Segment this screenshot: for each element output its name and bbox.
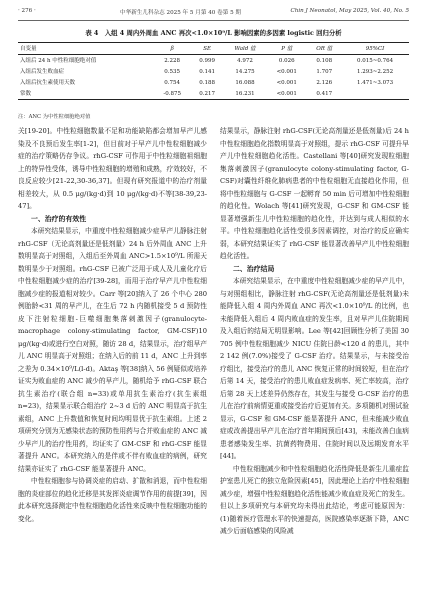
table-header-row xyxy=(18,43,409,55)
regression-table xyxy=(18,42,409,100)
running-header xyxy=(18,7,409,19)
table-cell: <0.001 xyxy=(276,79,297,86)
column-header: SE xyxy=(190,43,223,55)
left-text-column xyxy=(18,125,207,525)
table-cell: 0.015~0.764 xyxy=(356,57,394,64)
table-cell: -0.875 xyxy=(154,88,191,100)
paragraph: 结果显示，静脉注射 rhG-CSF(无论高剂量还是低剂量)后 24 h 中性粒细胞趋化指数明显高于对照组，提示 rhG-CSF 可提升早产儿中性粒细胞趋化活性。Castellani 等[40]研究发现粒细胞集落刺激因子(granulocyte colony-stimulating factor, G-CSF)对囊性纤维化肺病患者的中性粒细胞无直接趋化作用，但将中性粒细胞与 G-CSF 一起孵育 50 min 后可增加中性粒细胞的趋化性。Wolach 等[41]研究发现，G-CSF 和 GM-CSF 能显著增强新生儿中性粒细胞的趋化性，并达到与成人相似的水平。中性粒细胞趋化活性受很多因素调控，对治疗的反应确实弱，本研究结果证实了 rhG-CSF 能显著改善早产儿中性粒细胞趋化活性。 xyxy=(220,127,409,260)
table-cell: 0.417 xyxy=(307,88,341,100)
column-header: P 值 xyxy=(266,43,307,55)
table-cell: 1.471~3.073 xyxy=(356,79,394,86)
table-cell: 2.228 xyxy=(164,57,181,64)
page-number: · 276 · xyxy=(18,8,36,14)
column-header: 自变量 xyxy=(18,43,154,55)
right-text-column xyxy=(220,125,409,538)
paragraph: 关[19-20]。中性粒细胞数量不足和功能缺陷都会增加早产儿感染及不良预后发生率[1-2]，但目前对于早产儿中性粒细胞减少症的治疗策略仍存争议。rhG-CSF 可作用于中性粒细胞祖细胞上的特异性受体，诱导中性粒细胞的增殖和成熟，疗效较好，不良反应较少[21-22,30-36,37]。但现有研究报道中的治疗剂量相差较大，从 0.5 μg/(kg·d)到 10 μg/(kg·d)不等[38-39,23-47]。 xyxy=(18,127,207,210)
table-row xyxy=(18,55,409,67)
journal-title-en: Chin J Neonatol, May 2025, Vol. 40, No. 5 xyxy=(290,8,409,14)
section-heading: 二、治疗结局 xyxy=(233,264,275,273)
table-cell: 入组后发生败血症 xyxy=(20,68,65,75)
table-row xyxy=(18,66,409,77)
table-cell: 0.188 xyxy=(199,79,216,86)
table-cell: 1.293~2.252 xyxy=(356,68,394,75)
table-cell: 0.026 xyxy=(278,57,295,64)
paragraph: 本研究结果显示，中重度中性粒细胞减少症早产儿静脉注射 rhG-CSF（无论高剂量还是低剂量）24 h 后外周血 ANC 上升数明显高于对照组，入组后至外周血 ANC>1.5×10⁹/L 所需天数明显少于对照组。rhG-CSF 已被广泛用于成人及儿童化疗后中性粒细胞减少症的治疗[39-28]，而用于治疗早产儿中性粒细胞减少症的报道相对较少。Carr 等[20]纳入了 26 个中心 280 例胎龄<31 周的早产儿，在生后 72 h 内随机接受 5 d 预防性皮下注射粒细胞-巨噬细胞集落刺激因子(granulocyte-macrophage colony-stimulating factor, GM-CSF)10 μg/(kg·d)或进行空白对照，随访 28 d，结果显示，治疗组早产儿 ANC 明显高于对照组；在纳入后的前 11 d，ANC 上升到率之差为 0.34×10⁹/L(l-d)。Aktaş 等[38]纳入 56 例疑似或培养证实为败血症的 ANC 减少的早产儿，随机给予 rhG-CSF 联合抗生素治疗(联合组 n=33)或单用抗生素治疗(抗生素组 n=23)，结果显示联合组治疗 2~3 d 后的 ANC 明显高于抗生素组，ANC 上升数值和恢复时间均明显优于抗生素组。上述 2 项研究分别为无感染状态的预防性用药与合并败血症的 ANC 减少早产儿的治疗性用药，均证实了 GM-CSF 和 rhG-CSF 能显著提升 ANC。本研究纳入的是伴或不伴有败血症的病例，研究结果亦证实了 rhG-CSF 能显著提升 ANC。 xyxy=(18,227,207,473)
table-cell xyxy=(341,88,409,100)
table-cell: 入组后 24 h 中性粒细胞绝对值 xyxy=(20,57,97,64)
table-title: 表 4 入组 4 周内外周血 ANC 再次<1.0×10⁹/L 影响因素的多因素 logistic 回归分析 xyxy=(85,29,342,37)
table-cell: 常数 xyxy=(18,88,154,100)
column-header: β xyxy=(154,43,191,55)
journal-title-cn: 中华新生儿科杂志 2025 年 5 月第 40 卷第 5 期 xyxy=(120,10,242,16)
section-heading: 一、治疗的有效性 xyxy=(31,214,87,223)
table-row xyxy=(18,77,409,88)
table-cell: 1.707 xyxy=(316,68,333,75)
header-divider xyxy=(18,20,409,21)
table-cell: 16.088 xyxy=(235,79,255,86)
table-cell: 4.972 xyxy=(237,57,253,64)
column-header: OR 值 xyxy=(307,43,341,55)
table-footnote: 注：ANC 为中性粒细胞绝对值 xyxy=(18,114,91,120)
table-cell: <0.001 xyxy=(266,88,307,100)
paragraph: 中性粒细胞减少和中性粒细胞趋化活性降低是新生儿重症监护室患儿死亡的独立危险因素[45]，因此理论上治疗中性粒细胞减少症，增强中性粒细胞趋化活性能减少败血症及死亡的发生。但以上多项研究与本研究均未得出此结论，考虑可能原因为：(1)随着医疗管理水平的快速提高，医院感染率逐渐下降，ANC 减少后面临感染的风险减 xyxy=(220,464,409,535)
table-cell: 入组后抗生素使用天数 xyxy=(20,79,76,86)
table-row xyxy=(18,88,409,100)
paragraph: 中性粒细胞参与协调炎症的启动、扩散和消退，而中性粒细胞的炎症部位的趋化迁移是其发挥炎症调节作用的前提[39]，因此本研究选择测定中性粒细胞趋化活性来反映中性粒细胞功能的变化。 xyxy=(18,477,207,523)
table-cell: 14.275 xyxy=(235,68,255,75)
table-cell: 0.999 xyxy=(199,57,216,64)
table-cell: 0.217 xyxy=(190,88,223,100)
column-header: Wald 值 xyxy=(224,43,266,55)
table-cell: 0.535 xyxy=(164,68,181,75)
paragraph: 本研究结果显示，在中重度中性粒细胞减少症的早产儿中，与对照组相比，静脉注射 rhG-CSF(无论高剂量还是低剂量)未能降低入组 4 周内外周血 ANC 再次<1.0×10⁹/L 的比例，也未能降低入组后 4 周内败血症的发生率，且对早产儿住院期间及入组后的结局无明显影响。Lee 等[42]回顾性分析了美国 30 705 例中性粒细胞减少 NICU 住院日龄<120 d 的患儿，其中 2 142 例(7.0%)接受了 G-CSF 治疗。结果显示，与未接受治疗组比，接受治疗的患儿 ANC 恢复正常的时间较短，但在治疗后第 14 天，接受治疗的患儿败血症发病率、死亡率较高，治疗后第 28 天上述差异仍然存在，其发生与接受 G-CSF 治疗的患儿在治疗前病情更重或接受治疗后更加有关。多项随机对照试验显示，G-CSF 和 GM-CSF 能显著提升 ANC，但未能减少败血症或改善提出早产儿在治疗首年期间预后[43]，未能改善白血病患者感染发生率、抗菌药物费用、住院时间以及远期发育水平[44]。 xyxy=(220,277,409,460)
column-header: 95%CI xyxy=(341,43,409,55)
table-cell: <0.001 xyxy=(276,68,297,75)
table-cell: 2.126 xyxy=(316,79,333,86)
table-cell: 16.231 xyxy=(224,88,266,100)
table-cell: 0.141 xyxy=(199,68,216,75)
table-cell: 0.754 xyxy=(164,79,181,86)
table-cell: 0.108 xyxy=(316,57,333,64)
